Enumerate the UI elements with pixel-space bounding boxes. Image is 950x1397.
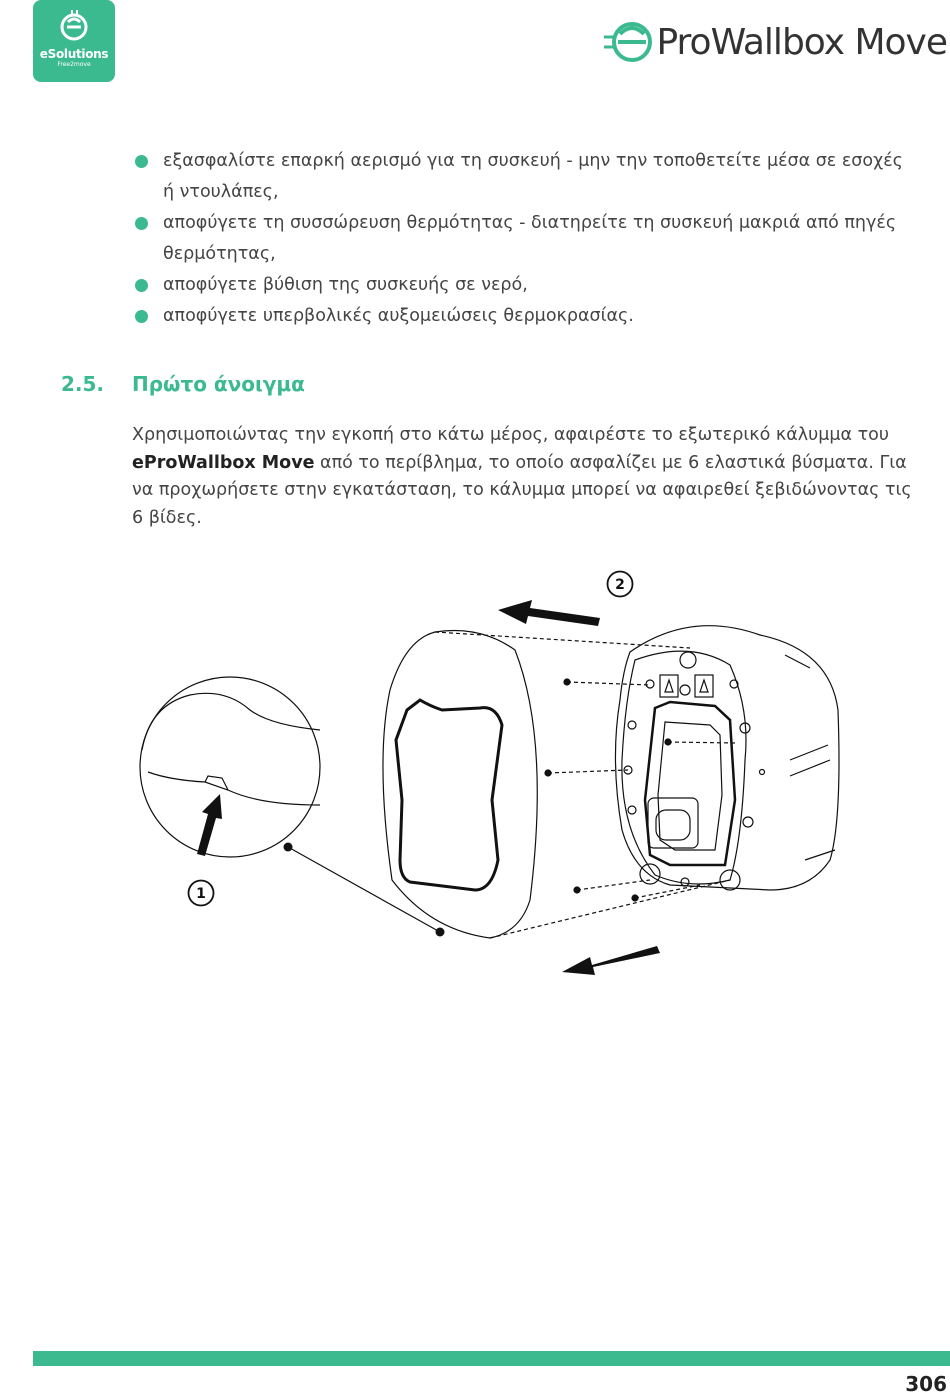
arrow-up-icon (197, 794, 222, 856)
paragraph-text: από το περίβλημα, το οποίο ασφαλίζει με 6 ελαστικά βύσματα. Για να προχωρήσετε στην εγκατάσταση, το κάλυμμα μπορεί να αφαιρεθεί ξεβιδώνοντας τις 6 βίδες. (132, 452, 912, 528)
dashed-guides (435, 632, 735, 938)
body-paragraph (132, 422, 922, 532)
logo-wordmark: ProWallbox Move (656, 21, 947, 63)
product-name: eProWallbox Move (132, 452, 315, 473)
list-item: αποφύγετε τη συσσώρευση θερμότητας - διατηρείτε τη συσκευή μακριά από πηγές θερμότητας, (133, 208, 913, 270)
plug-e-icon (604, 19, 654, 65)
detail-magnifier (140, 677, 320, 857)
eprowallbox-move-logo (604, 14, 947, 70)
detail-leader-line (288, 847, 440, 932)
arrows (197, 600, 660, 975)
list-item: αποφύγετε βύθιση της συσκευής σε νερό, (133, 270, 913, 301)
outer-cover (383, 630, 537, 938)
callout-1 (189, 881, 214, 906)
esolutions-logo (33, 0, 115, 82)
section-number: 2.5. (61, 372, 105, 396)
callout-1-label: 1 (196, 886, 206, 902)
section-title: Πρώτο άνοιγμα (132, 372, 305, 396)
cover-window (396, 700, 502, 890)
paragraph-text: Χρησιμοποιώντας την εγκοπή στο κάτω μέρος, αφαιρέστε το εξωτερικό κάλυμμα του (132, 425, 889, 445)
page-number: 306 (905, 1372, 947, 1396)
screws (545, 679, 671, 901)
list-item: αποφύγετε υπερβολικές αυξομειώσεις θερμοκρασίας. (133, 301, 913, 332)
callout-2 (608, 572, 633, 597)
logo-sub-text: Free2move (57, 61, 91, 68)
bullet-list (133, 146, 913, 332)
logo-brand-text: eSolutions (39, 47, 109, 61)
callout-2-label: 2 (615, 577, 625, 593)
cover-removal-illustration (130, 560, 850, 990)
list-item: εξασφαλίστε επαρκή αερισμό για τη συσκευή - μην την τοποθετείτε μέσα σε εσοχές ή ντουλάπες, (133, 146, 913, 208)
footer-bar (33, 1351, 950, 1366)
plug-e-icon (58, 10, 90, 44)
arrow-left-bottom-icon (562, 946, 660, 975)
arrow-left-top-icon (498, 600, 600, 626)
